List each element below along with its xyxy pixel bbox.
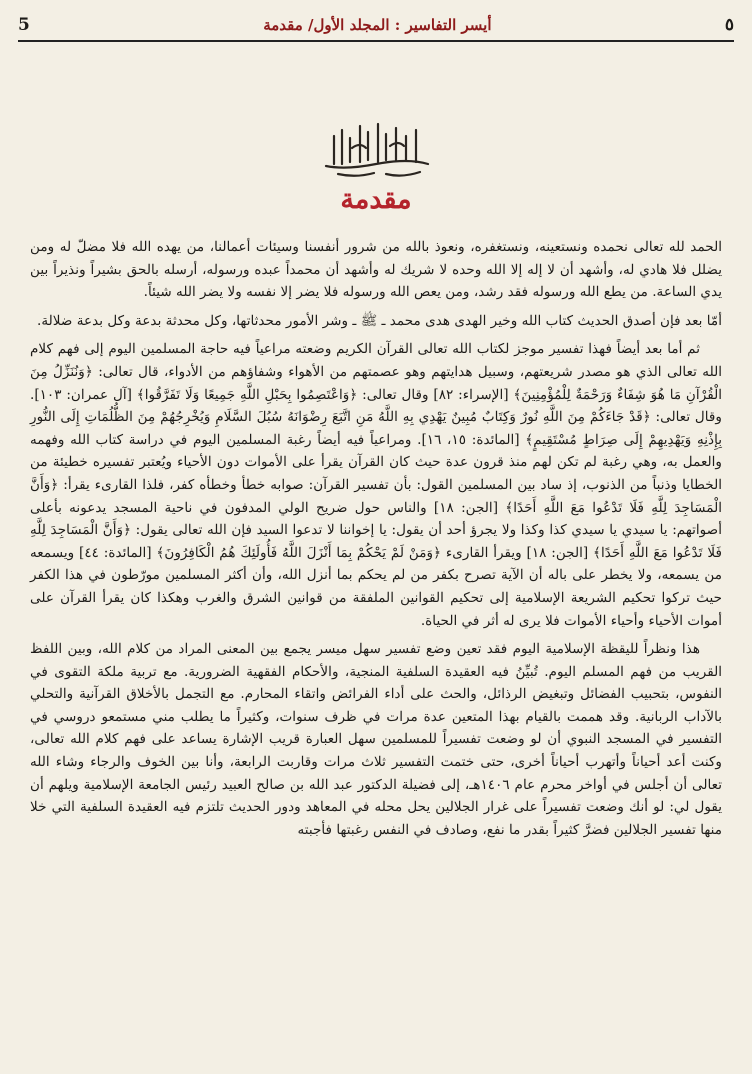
basmala-calligraphy bbox=[316, 118, 436, 180]
page-number-right: ٥ bbox=[724, 15, 734, 35]
page-title: مقدمة bbox=[340, 184, 412, 215]
paragraph: أمّا بعد فإن أصدق الحديث كتاب الله وخير الهدى هدى محمد ـ ﷺ ـ وشر الأمور محدثاتها، وكل محدثة بدعة وكل بدعة ضلالة. bbox=[37, 312, 722, 329]
running-title: أيسر التفاسير : المجلد الأول/ مقدمة bbox=[263, 16, 492, 34]
paragraph: هذا ونظراً لليقظة الإسلامية اليوم فقد تعين وضع تفسير سهل ميسر يجمع بين المعنى المراد من كلام الله، وبين اللفظ القريب من فهم المسلم اليوم. تُبيِّنُ فيه العقيدة السلفية المنجية، والأحكام الفقهية الضرورية. مع تربية ملكة التقوى في النفوس، بتحبيب الفضائل وتبغيض الرذائل، والحث على أداء الفرائض واتقاء المحارم. مع التجمل بالأخلاق القرآنية والتحلي بالآداب الربانية. وقد هممت بالقيام بهذا المتعين عدة مرات في ظرف سنوات، وكثيراً ما يطلب مني مستمعو دروسي في التفسير في المسجد النبوي أن لو وضعت تفسيراً للمسلمين سهل العبارة قريب الإشارة يساعد على فهم كلام الله تعالى، وكنت أعد أحياناً وأتهرب أحياناً أخرى، حتى ختمت التفسير ثلاث مرات وقاربت الرابعة، وأنا بين الخوف والرجاء وشاء الله تعالى أن أجلس في أواخر محرم عام ١٤٠٦هـ، إلى فضيلة الدكتور عبد الله بن صالح العبيد رئيس الجامعة الإسلامية ويلهم أن يقول لي: لو أنك وضعت تفسيراً على غرار الجلالين يحل محله في المعاهد ودور الحديث تلتزم فيه العقيدة السلفية التي خلا منها تفسير الجلالين فضرَّ كثيراً بقدر ما نفع، وصادف في النفس رغبتها فأجبته bbox=[30, 641, 722, 838]
text-body bbox=[30, 236, 722, 847]
page-number-left: 5 bbox=[18, 15, 30, 35]
page-header bbox=[18, 12, 734, 38]
paragraph: الحمد لله تعالى نحمده ونستعينه، ونستغفره، ونعوذ بالله من شرور أنفسنا وسيئات أعمالنا، من يهده الله فلا مضلّ له ومن يضلل فلا هادي له، وأشهد أن لا إله إلا الله وحده لا شريك له وأشهد أن محمداً عبده ورسوله، أرسله بالحق بشيراً ونذيراً بين يدي الساعة. من يطع الله ورسوله فقد رشد، ومن يعص الله ورسوله فلا يضر إلا نفسه ولا يضر الله شيئاً. bbox=[30, 239, 722, 301]
paragraph: ثم أما بعد أيضاً فهذا تفسير موجز لكتاب الله تعالى القرآن الكريم وضعته مراعياً فيه حاجة المسلمين اليوم إلى فهم كلام الله تعالى الذي هو مصدر شريعتهم، وسبيل هدايتهم وهو عصمتهم من الأهواء وشفاؤهم من الأدواء، قال تعالى: ﴿وَنُنَزِّلُ مِنَ الْقُرْآنِ مَا هُوَ شِفَاءٌ وَرَحْمَةٌ لِلْمُؤْمِنِينَ﴾ [الإسراء: ٨٢] وقال تعالى: ﴿وَاعْتَصِمُوا بِحَبْلِ اللَّهِ جَمِيعًا وَلَا تَفَرَّقُوا﴾ [آل عمران: ١٠٣]. وقال تعالى: ﴿قَدْ جَاءَكُمْ مِنَ اللَّهِ نُورٌ وَكِتَابٌ مُبِينٌ يَهْدِي بِهِ اللَّهُ مَنِ اتَّبَعَ رِضْوَانَهُ سُبُلَ السَّلَامِ وَيُخْرِجُهُمْ مِنَ الظُّلُمَاتِ إِلَى النُّورِ بِإِذْنِهِ وَيَهْدِيهِمْ إِلَى صِرَاطٍ مُسْتَقِيمٍ﴾ [المائدة: ١٥، ١٦]. ومراعياً فيه أيضاً رغبة المسلمين اليوم في دراسة كتاب الله وفهمه والعمل به، وهي رغبة لم تكن لهم منذ قرون عدة حيث كان القرآن يقرأ على الأموات دون الأحياء ويُعتبر تفسيره خطيئة من الخطايا وذنباً من الذنوب، إذ ساد بين المسلمين القول: بأن تفسير القرآن: صوابه خطأ وخطأه كفر، فلذا القارىء يقرأ: ﴿وَأَنَّ الْمَسَاجِدَ لِلَّهِ فَلَا تَدْعُوا مَعَ اللَّهِ أَحَدًا﴾ [الجن: ١٨] والناس حول ضريح الولي المدفون في ناحية المسجد يدعونه بأعلى أصواتهم: يا سيدي يا سيدي كذا وكذا ولا يجرؤ أحد أن يقول: يا إخواننا لا تدعوا السيد فإن الله تعالى يقول: ﴿وَأَنَّ الْمَسَاجِدَ لِلَّهِ فَلَا تَدْعُوا مَعَ اللَّهِ أَحَدًا﴾ [الجن: ١٨] ويقرأ القارىء ﴿وَمَنْ لَمْ يَحْكُمْ بِمَا أَنْزَلَ اللَّهُ فَأُولَئِكَ هُمُ الْكَافِرُونَ﴾ [المائدة: ٤٤] ويسمعه من يسمعه، ولا يخطر على باله أن الآية تصرح بكفر من لم يحكم بما أنزل الله، وأن أكثر المسلمين مورّطون في هذا الكفر حيث تركوا تحكيم الشريعة الإسلامية إلى تحكيم القوانين الملفقة من قوانين الشرق والغرب وهكذا كان يقرأ القرآن على أموات الأحياء وأحياء الأموات فلا يرى له أثر في الحياة. bbox=[30, 341, 722, 629]
header-rule bbox=[18, 40, 734, 42]
